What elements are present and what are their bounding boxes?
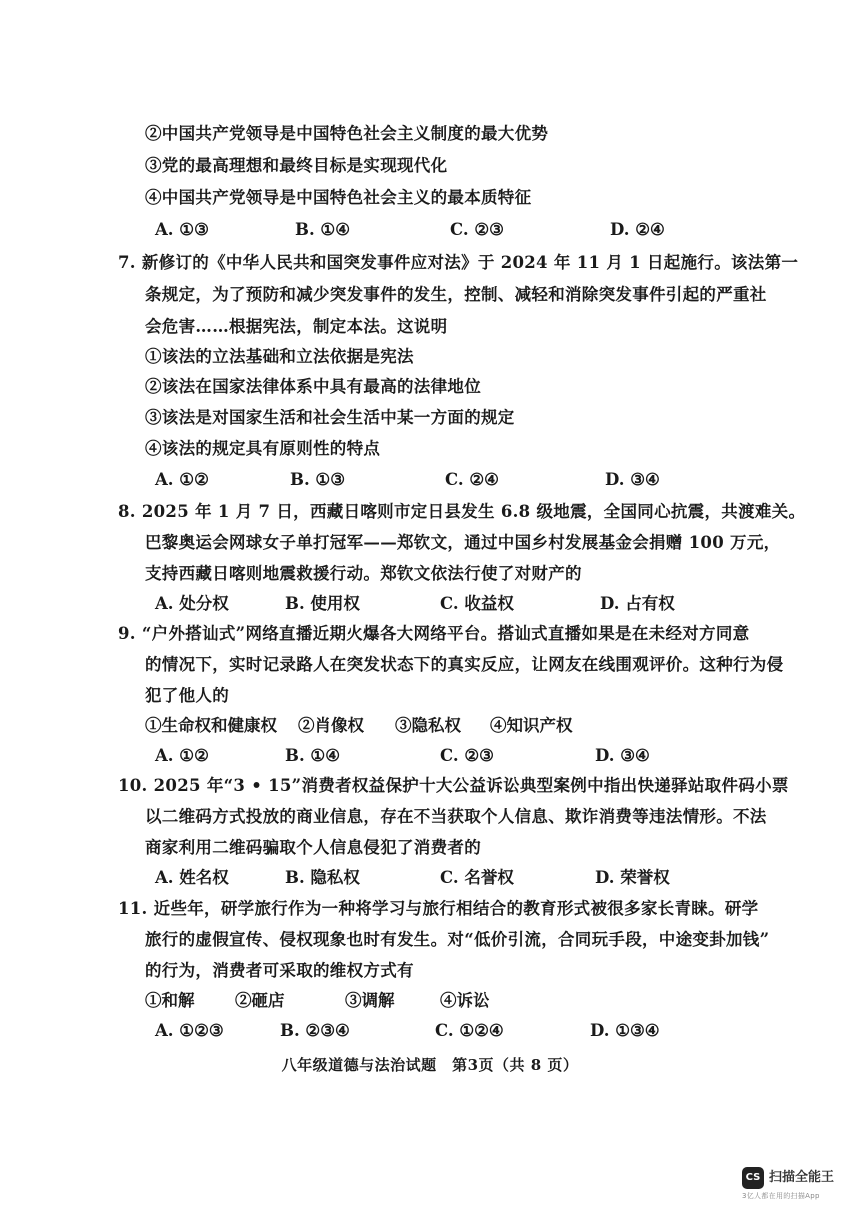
q6-option-b: B. ①④ — [295, 220, 351, 239]
q10-stem-line-3: 商家利用二维码骗取个人信息侵犯了消费者的 — [145, 838, 481, 857]
q7-item-2: ②该法在国家法律体系中具有最高的法律地位 — [145, 377, 481, 396]
q11-item-1: ①和解 — [145, 991, 195, 1010]
q9-option-c: C. ②③ — [440, 746, 494, 765]
q11-option-b: B. ②③④ — [280, 1021, 350, 1040]
q9-item-4: ④知识产权 — [490, 716, 573, 735]
q7-option-a: A. ①② — [155, 470, 209, 489]
q8-option-b: B. 使用权 — [285, 594, 360, 613]
q7-stem-line-1: 7. 新修订的《中华人民共和国突发事件应对法》于 2024 年 11 月 1 日起施行。该法第一 — [118, 253, 799, 272]
q11-option-c: C. ①②④ — [435, 1021, 504, 1040]
q9-item-3: ③隐私权 — [395, 716, 461, 735]
scanner-app-name: 扫描全能王 — [769, 1170, 835, 1185]
q9-option-d: D. ③④ — [595, 746, 650, 765]
q9-stem-line-1: 9. “户外搭讪式”网络直播近期火爆各大网络平台。搭讪式直播如果是在未经对方同意 — [118, 624, 750, 643]
q10-stem-line-1: 10. 2025 年“3 • 15”消费者权益保护十大公益诉讼典型案例中指出快递驿站取件码小票 — [118, 776, 789, 795]
q10-option-a: A. 姓名权 — [155, 868, 229, 887]
q11-stem-line-3: 的行为，消费者可采取的维权方式有 — [145, 961, 414, 980]
q6-option-d: D. ②④ — [610, 220, 665, 239]
q11-stem-line-2: 旅行的虚假宣传、侵权现象也时有发生。对“低价引流，合同玩手段，中途变卦加钱” — [145, 930, 770, 949]
q11-item-4: ④诉讼 — [440, 991, 490, 1010]
q9-stem-line-2: 的情况下，实时记录路人在突发状态下的真实反应，让网友在线围观评价。这种行为侵 — [145, 655, 784, 674]
q9-stem-line-3: 犯了他人的 — [145, 686, 229, 705]
q8-stem-line-1: 8. 2025 年 1 月 7 日，西藏日喀则市定日县发生 6.8 级地震，全国同心抗震，共渡难关。 — [118, 502, 806, 521]
q11-stem-line-1: 11. 近些年，研学旅行作为一种将学习与旅行相结合的教育形式被很多家长青睐。研学 — [118, 899, 759, 918]
scanner-logo-icon: CS — [742, 1167, 764, 1189]
q11-option-a: A. ①②③ — [155, 1021, 224, 1040]
q7-option-c: C. ②④ — [445, 470, 499, 489]
q6-option-a: A. ①③ — [155, 220, 209, 239]
q6-option-c: C. ②③ — [450, 220, 504, 239]
q8-option-c: C. 收益权 — [440, 594, 514, 613]
scanner-watermark — [742, 1165, 852, 1205]
q11-item-2: ②砸店 — [235, 991, 285, 1010]
q7-item-3: ③该法是对国家生活和社会生活中某一方面的规定 — [145, 408, 515, 427]
q9-option-b: B. ①④ — [285, 746, 341, 765]
q11-item-3: ③调解 — [345, 991, 395, 1010]
q8-stem-line-3: 支持西藏日喀则地震救援行动。郑钦文依法行使了对财产的 — [145, 564, 582, 583]
q7-item-1: ①该法的立法基础和立法依据是宪法 — [145, 347, 414, 366]
q9-item-2: ②肖像权 — [298, 716, 364, 735]
q9-item-1: ①生命权和健康权 — [145, 716, 277, 735]
q11-option-d: D. ①③④ — [590, 1021, 660, 1040]
q10-option-b: B. 隐私权 — [285, 868, 360, 887]
q6-item-3: ③党的最高理想和最终目标是实现现代化 — [145, 156, 448, 175]
q7-stem-line-2: 条规定，为了预防和减少突发事件的发生，控制、减轻和消除突发事件引起的严重社 — [145, 285, 767, 304]
q7-option-b: B. ①③ — [290, 470, 346, 489]
q8-stem-line-2: 巴黎奥运会网球女子单打冠军——郑钦文，通过中国乡村发展基金会捐赠 100 万元， — [145, 533, 781, 552]
q10-option-c: C. 名誉权 — [440, 868, 514, 887]
q7-item-4: ④该法的规定具有原则性的特点 — [145, 439, 381, 458]
q6-item-2: ②中国共产党领导是中国特色社会主义制度的最大优势 — [145, 124, 549, 143]
q10-option-d: D. 荣誉权 — [595, 868, 670, 887]
q7-option-d: D. ③④ — [605, 470, 660, 489]
page-footer: 八年级道德与法治试题 第3页（共 8 页） — [281, 1056, 579, 1074]
q10-stem-line-2: 以二维码方式投放的商业信息，存在不当获取个人信息、欺诈消费等违法情形。不法 — [145, 807, 767, 826]
q8-option-a: A. 处分权 — [155, 594, 229, 613]
scanner-app-tagline: 3亿人都在用的扫描App — [742, 1192, 820, 1200]
q9-option-a: A. ①② — [155, 746, 209, 765]
q8-option-d: D. 占有权 — [600, 594, 675, 613]
q6-item-4: ④中国共产党领导是中国特色社会主义的最本质特征 — [145, 188, 532, 207]
q7-stem-line-3: 会危害……根据宪法，制定本法。这说明 — [145, 317, 448, 336]
